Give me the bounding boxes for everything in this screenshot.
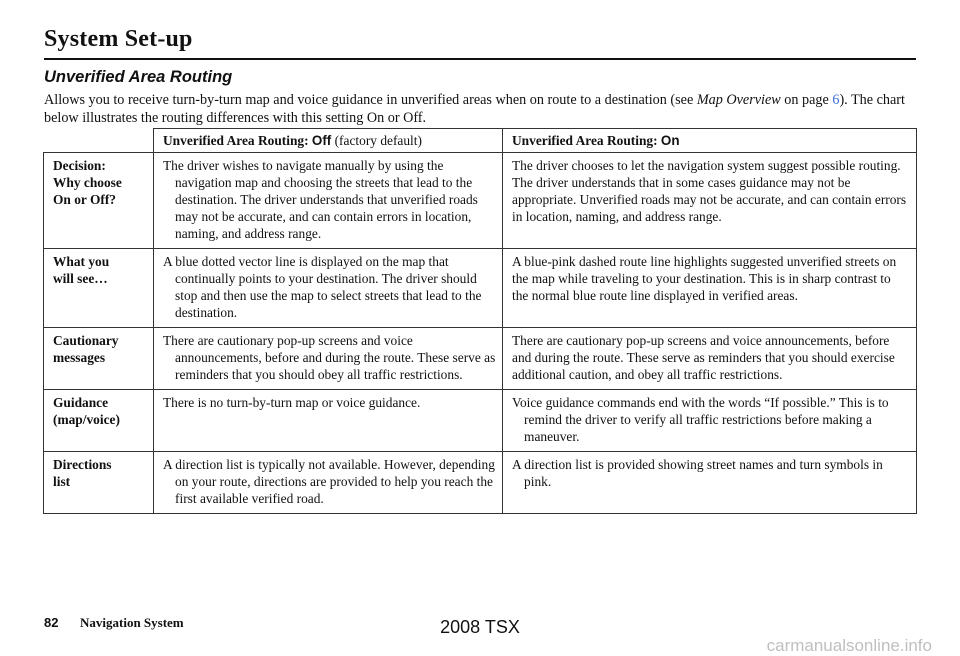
cell-text: A direction list is provided showing street names and turn symbols in pink. xyxy=(512,457,883,489)
row-header-line: Cautionary xyxy=(53,333,119,348)
table-row xyxy=(44,249,917,328)
row-header-line: (map/voice) xyxy=(53,412,120,427)
row-header-line: Why choose xyxy=(53,175,122,190)
intro-text-2: on page xyxy=(780,92,833,108)
row-header-what-you-will-see xyxy=(44,249,154,328)
table-row xyxy=(44,452,917,514)
table-row xyxy=(44,390,917,452)
cell-text: There are cautionary pop-up screens and voice announcements, before and during the route. These serve as reminders that you should obey all traffic restrictions. xyxy=(163,333,496,382)
intro-text-3: ). The chart below illustrates the routing differences with this setting On or Off. xyxy=(44,92,905,126)
off-cell xyxy=(154,452,503,514)
off-note: (factory default) xyxy=(331,133,422,148)
on-label: Unverified Area Routing: xyxy=(512,133,661,148)
header-off-column xyxy=(154,129,503,153)
section-heading: Unverified Area Routing xyxy=(44,68,233,86)
row-header-line: What you xyxy=(53,254,110,269)
cell-text: A direction list is typically not available. However, depending on your route, directions are provided to help you reach the first available verified road. xyxy=(163,457,495,506)
intro-paragraph xyxy=(44,91,920,127)
row-header-cautionary-messages xyxy=(44,328,154,390)
row-header-line: list xyxy=(53,474,71,489)
cell-text: A blue dotted vector line is displayed on the map that continually points to your destination. The driver should stop and then use the map to select streets that lead to the destination. xyxy=(163,254,482,320)
on-cell xyxy=(503,153,917,249)
model-watermark: 2008 TSX xyxy=(440,617,520,637)
off-cell xyxy=(154,249,503,328)
table-row xyxy=(44,328,917,390)
on-cell xyxy=(503,390,917,452)
on-cell xyxy=(503,328,917,390)
off-cell xyxy=(154,390,503,452)
cell-text: There are cautionary pop-up screens and voice announcements, before and during the route. These serve as reminders that you should exercise additional caution, and obey all traffic restrictions. xyxy=(512,333,895,382)
page-6-link[interactable]: 6 xyxy=(832,92,840,108)
title-rule xyxy=(44,58,916,60)
row-header-line: Decision: xyxy=(53,158,106,173)
site-watermark: carmanualsonline.info xyxy=(766,636,932,655)
cell-text: The driver chooses to let the navigation system suggest possible routing. The driver understands that in some cases guidance may not be appropriate. Unverified roads may not be accurate, and can contain errors in location, naming, and address range. xyxy=(512,158,907,224)
row-header-line: On or Off? xyxy=(53,192,116,207)
header-on-column xyxy=(503,129,917,153)
intro-text-1: Allows you to receive turn-by-turn map and voice guidance in unverified areas when on route to a destination (see xyxy=(44,92,697,108)
off-cell xyxy=(154,328,503,390)
table-row xyxy=(44,153,917,249)
cell-text: A blue-pink dashed route line highlights suggested unverified streets on the map while traveling to your destination. This is in sharp contrast to the normal blue route line displayed in verified areas. xyxy=(512,254,897,303)
table-header-row xyxy=(44,129,917,153)
on-value: On xyxy=(660,133,680,148)
page-number: 82 xyxy=(44,615,59,630)
header-blank-cell xyxy=(44,129,154,153)
footer-label: Navigation System xyxy=(80,615,184,630)
row-header-guidance xyxy=(44,390,154,452)
on-cell xyxy=(503,452,917,514)
off-cell xyxy=(154,153,503,249)
row-header-directions-list xyxy=(44,452,154,514)
page-title: System Set-up xyxy=(44,26,193,52)
off-value: Off xyxy=(311,133,332,148)
off-label: Unverified Area Routing: xyxy=(163,133,312,148)
cell-text: Voice guidance commands end with the words “If possible.” This is to remind the driver to verify all traffic restrictions before making a maneuver. xyxy=(512,395,889,444)
routing-comparison-table xyxy=(43,128,917,514)
row-header-decision xyxy=(44,153,154,249)
row-header-line: Guidance xyxy=(53,395,109,410)
on-cell xyxy=(503,249,917,328)
map-overview-ref: Map Overview xyxy=(696,92,781,108)
cell-text: The driver wishes to navigate manually by using the navigation map and choosing the streets that lead to the destination. The driver understands that unverified roads may not be accurate, and can contain errors in location, naming, and address range. xyxy=(163,158,478,241)
row-header-line: will see… xyxy=(53,271,108,286)
row-header-line: messages xyxy=(53,350,106,365)
row-header-line: Directions xyxy=(53,457,112,472)
cell-text: There is no turn-by-turn map or voice guidance. xyxy=(163,395,421,410)
